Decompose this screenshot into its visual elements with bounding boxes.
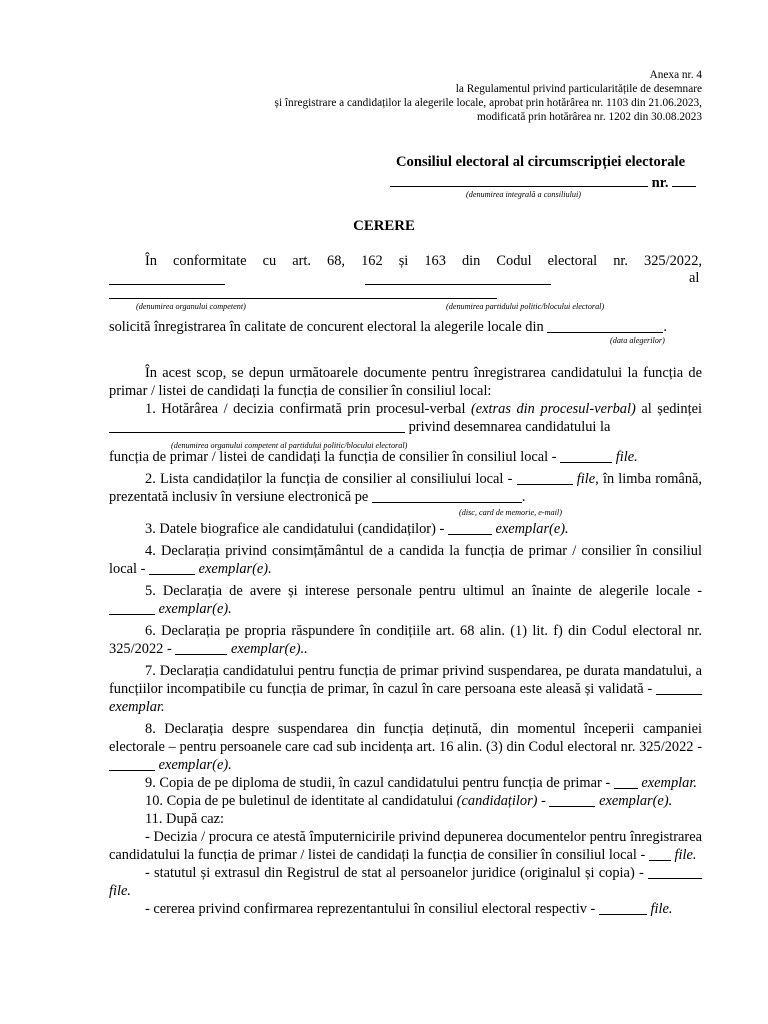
item-2-text-a: 2. Lista candidaților la funcția de consilier al consiliului local - <box>145 471 513 487</box>
item-7-copies-blank[interactable] <box>656 681 702 695</box>
item-10-text-b: (candidaților) <box>456 793 538 809</box>
item-1-file-label: file. <box>615 449 638 465</box>
item-5-text: 5. Declarația de avere și interese personale pentru ultimul an înainte de alegerile locale - <box>145 583 702 599</box>
item-6-text: 6. Declarația pe propria răspundere în condițiile art. 68 alin. (1) lit. f) din Codul electoral nr. 325/2022 - <box>109 623 702 657</box>
item-10-copies-blank[interactable] <box>549 793 595 807</box>
item-4-copies-blank[interactable] <box>149 561 195 575</box>
item-8-copies-blank[interactable] <box>109 757 155 771</box>
item-11-a-text: - Decizia / procura ce atestă împuternicirile privind depunerea documentelor pentru înregistrarea candidatului la funcția de primar / listei de candidați la funcția de consilier în consiliul local - <box>109 829 702 863</box>
item-1-files-blank[interactable] <box>560 449 612 463</box>
item-11-a-file-label: file. <box>674 847 697 863</box>
item-8-text: 8. Declarația despre suspendarea din funcția deținută, din momentul începerii campaniei electorale – pentru persoanele care cad sub incidența art. 16 alin. (3) din Codul electoral nr. 325/2022 - <box>109 721 702 755</box>
intro-line: În conformitate cu art. 68, 162 și 163 din Codul electoral nr. 325/2022, <box>145 253 702 269</box>
annex-number: Anexa nr. 4 <box>649 69 702 81</box>
intro-al: al <box>689 270 700 286</box>
item-1-caption: (denumirea organului competent al partidului politic/blocului electoral) <box>171 441 408 450</box>
caption-competent-organ: (denumirea organului competent) <box>136 302 246 311</box>
item-11-b-text: - statutul și extrasul din Registrul de stat al persoanelor juridice (originalul și copia) - <box>145 865 644 881</box>
item-3-copies-label: exemplar(e). <box>495 521 569 537</box>
item-1-text-d: privind desemnarea candidatului la <box>408 419 611 435</box>
council-caption: (denumirea integrală a consiliului) <box>466 190 581 199</box>
item-9-copies-label: exemplar. <box>641 775 697 791</box>
competent-organ-line[interactable] <box>109 298 497 299</box>
item-1 <box>109 400 702 436</box>
item-6-copies-blank[interactable] <box>175 641 227 655</box>
item-3 <box>109 520 702 538</box>
item-9-text: 9. Copia de pe diploma de studii, în cazul candidatului pentru funcția de primar - <box>145 775 611 791</box>
item-6 <box>109 622 702 658</box>
item-9 <box>109 774 702 792</box>
item-2: 2. Lista candidaților la funcția de consilier al consiliului local - file, în limba română, prezentată inclusiv în versiune electronică pe . <box>109 471 703 505</box>
item-10-copies-label: exemplar(e). <box>599 793 673 809</box>
item-3-text: 3. Datele biografice ale candidatului (candidaților) - <box>145 521 445 537</box>
item-11-c <box>109 900 702 918</box>
annex-line-4: modificată prin hotărârea nr. 1202 din 30.08.2023 <box>477 111 702 123</box>
council-name-blank[interactable] <box>390 174 648 187</box>
council-nr-blank[interactable] <box>672 174 696 187</box>
item-5-copies-label: exemplar(e). <box>158 601 232 617</box>
request-text: solicită înregistrarea în calitate de concurent electoral la alegerile locale din <box>109 319 544 335</box>
party-blank[interactable] <box>365 284 551 285</box>
item-2-caption-row <box>109 506 702 516</box>
item-5 <box>109 582 702 618</box>
item-11-a <box>109 828 702 864</box>
intro-block <box>109 252 702 270</box>
item-7 <box>109 662 702 716</box>
annex-line-3: și înregistrare a candidaților la alegerile locale, aprobat prin hotărârea nr. 1103 din 21.06.2023, <box>274 97 702 109</box>
annex-header <box>275 68 702 124</box>
council-title: Consiliul electoral al circumscripției electorale <box>396 154 686 170</box>
election-date-blank[interactable] <box>547 319 663 333</box>
item-4 <box>109 542 702 578</box>
item-2-medium-blank[interactable] <box>372 489 522 503</box>
documents-list <box>109 364 702 918</box>
purpose-paragraph: În acest scop, se depun următoarele documente pentru înregistrarea candidatului la funcția de primar / listei de candidați la funcția de consilier în consiliul local: <box>109 365 702 399</box>
item-1-meeting-blank[interactable] <box>109 419 405 433</box>
item-11: 11. După caz: <box>145 811 224 827</box>
item-4-copies-label: exemplar(e). <box>198 561 272 577</box>
council-nr-label: nr. <box>651 175 669 191</box>
item-7-copies-label: exemplar. <box>109 699 165 715</box>
item-2-file-label: file <box>576 471 596 487</box>
item-3-copies-blank[interactable] <box>448 521 492 535</box>
item-11-c-files-blank[interactable] <box>599 901 647 915</box>
item-2-files-blank[interactable] <box>517 471 573 485</box>
item-8 <box>109 720 702 774</box>
item-1-text-b: (extras din procesul-verbal) <box>470 401 636 417</box>
item-11-a-files-blank[interactable] <box>649 847 671 861</box>
item-2-text-b: , în limba română, prezentată inclusiv în versiune electronică pe <box>109 471 703 505</box>
item-7-text: 7. Declarația candidatului pentru funcția de primar privind suspendarea, pe durata mandatului, a funcțiilor incompatibile cu funcția de primar, în cazul în care persoana este aleasă și validată - <box>109 663 702 697</box>
item-5-copies-blank[interactable] <box>109 601 155 615</box>
competent-organ-blank[interactable] <box>109 284 225 285</box>
item-1-caption-row <box>109 436 702 448</box>
item-1-text-c: al ședinței <box>641 401 702 417</box>
item-11-b-files-blank[interactable] <box>648 865 702 879</box>
item-10-text-a: 10. Copia de pe buletinul de identitate al candidatului <box>145 793 454 809</box>
item-9-copies-blank[interactable] <box>614 775 638 789</box>
item-10: 10. Copia de pe buletinul de identitate al candidatului (candidaților) - exemplar(e). <box>145 793 673 809</box>
request-line: solicită înregistrarea în calitate de concurent electoral la alegerile locale din . <box>109 319 667 335</box>
item-11-b-file-label: file. <box>109 883 131 899</box>
caption-party: (denumirea partidului politic/blocului electoral) <box>446 302 605 311</box>
caption-election-date: (data alegerilor) <box>610 336 665 345</box>
item-11-b <box>109 864 702 900</box>
item-2-caption: (disc, card de memorie, e-mail) <box>459 508 562 517</box>
item-8-copies-label: exemplar(e). <box>158 757 232 773</box>
item-4-text: 4. Declarația privind consimțământul de a candida la funcția de primar / consilier în consiliul local - <box>109 543 702 577</box>
item-11-c-text: - cererea privind confirmarea reprezentantului în consiliul electoral respectiv - <box>145 901 596 917</box>
document-title: CERERE <box>353 218 415 234</box>
item-11-c-file-label: file. <box>650 901 673 917</box>
annex-line-2: la Regulamentul privind particularitățile de desemnare <box>455 83 702 95</box>
item-1-text-a: 1. Hotărârea / decizia confirmată prin procesul-verbal <box>145 401 466 417</box>
item-6-copies-label: exemplar(e).. <box>230 641 308 657</box>
item-1-text-e: funcția de primar / listei de candidați la funcția de consilier în consiliul local - <box>109 449 557 465</box>
